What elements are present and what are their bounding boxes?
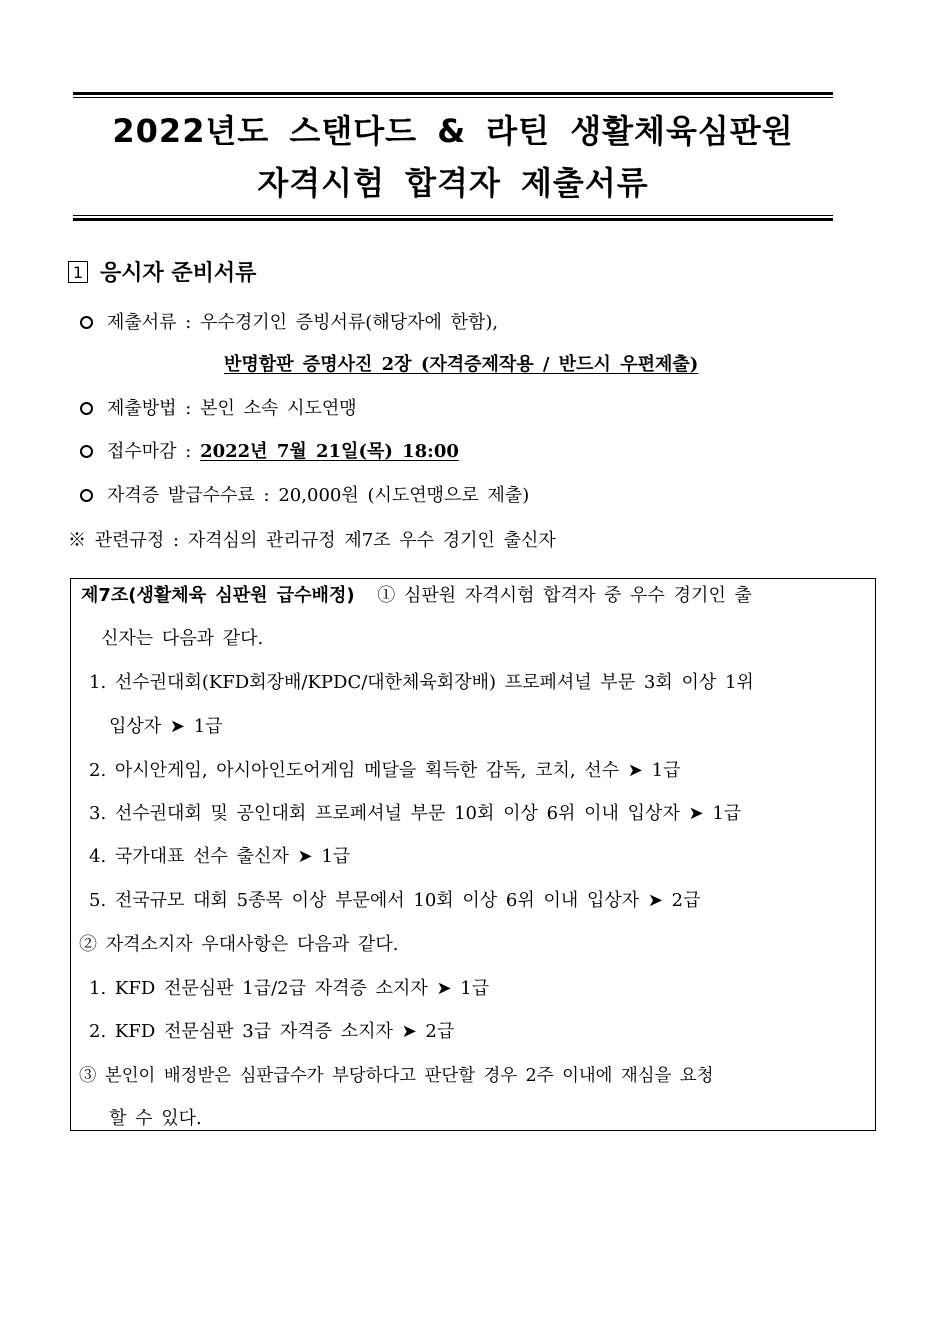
clause1-intro-a: ① 심판원 자격시험 합격자 중 우수 경기인 출	[377, 585, 752, 606]
article-title: 제7조(생활체육 심판원 급수배정)	[81, 585, 355, 606]
circle-bullet-icon	[80, 489, 93, 502]
submission-docs-value: 우수경기인 증빙서류(해당자에 한함),	[200, 312, 499, 333]
submission-docs-photo: 반명함판 증명사진 2장 (자격증제작용 / 반드시 우편제출)	[224, 354, 699, 375]
clause1-intro-b: 신자는 다음과 같다.	[101, 628, 264, 649]
deadline-value: 2022년 7월 21일(목) 18:00	[200, 441, 459, 462]
section-number-box: 1	[68, 261, 88, 283]
title-rule-top-thick	[73, 92, 833, 95]
deadline-label: 접수마감 :	[107, 441, 192, 462]
clause1-item: 1. 선수권대회(KFD회장배/KPDC/대한체육회장배) 프로페셔널 부문 3회 이상 1위	[89, 672, 754, 693]
title-rule-top-thin	[73, 97, 833, 98]
submission-docs-label: 제출서류 :	[107, 312, 192, 333]
fee-value: 20,000원 (시도연맹으로 제출)	[278, 485, 530, 506]
related-regulation-note: ※ 관련규정 : 자격심의 관리규정 제7조 우수 경기인 출신자	[68, 530, 556, 551]
section-heading	[68, 256, 256, 287]
clause1-item: 입상자 ➤ 1급	[109, 716, 223, 737]
clause3-b: 할 수 있다.	[109, 1108, 202, 1129]
circle-bullet-icon	[80, 445, 93, 458]
clause1-item: 4. 국가대표 선수 출신자 ➤ 1급	[89, 846, 351, 867]
title-rule-bottom-thin	[73, 215, 833, 216]
circle-bullet-icon	[80, 402, 93, 415]
clause3-a: ③ 본인이 배정받은 심판급수가 부당하다고 판단할 경우 2주 이내에 재심을 요청	[79, 1066, 714, 1086]
item-fee	[80, 481, 529, 507]
method-label: 제출방법 :	[107, 398, 192, 419]
clause2-item: 1. KFD 전문심판 1급/2급 자격증 소지자 ➤ 1급	[89, 978, 490, 999]
section-heading-text: 응시자 준비서류	[100, 261, 257, 286]
article-line	[81, 581, 887, 607]
clause1-item: 2. 아시안게임, 아시아인도어게임 메달을 획득한 감독, 코치, 선수 ➤ 1급	[89, 760, 681, 781]
fee-label: 자격증 발급수수료 :	[107, 485, 270, 506]
method-value: 본인 소속 시도연맹	[200, 398, 357, 419]
regulation-box	[70, 578, 876, 1131]
clause2-item: 2. KFD 전문심판 3급 자격증 소지자 ➤ 2급	[89, 1021, 455, 1042]
document-title-line2: 자격시험 합격자 제출서류	[257, 164, 649, 202]
clause1-item: 3. 선수권대회 및 공인대회 프로페셔널 부문 10회 이상 6위 이내 입상자 ➤ 1급	[89, 803, 742, 824]
clause1-item: 5. 전국규모 대회 5종목 이상 부문에서 10회 이상 6위 이내 입상자 ➤ 2급	[89, 890, 701, 911]
clause2-intro: ② 자격소지자 우대사항은 다음과 같다.	[79, 934, 399, 955]
circle-bullet-icon	[80, 316, 93, 329]
document-title-line1: 2022년도 스탠다드 & 라틴 생활체육심판원	[112, 112, 794, 150]
item-submission-docs	[80, 308, 498, 334]
item-deadline	[80, 437, 459, 463]
item-method	[80, 394, 357, 420]
title-rule-bottom-thick	[73, 218, 833, 221]
